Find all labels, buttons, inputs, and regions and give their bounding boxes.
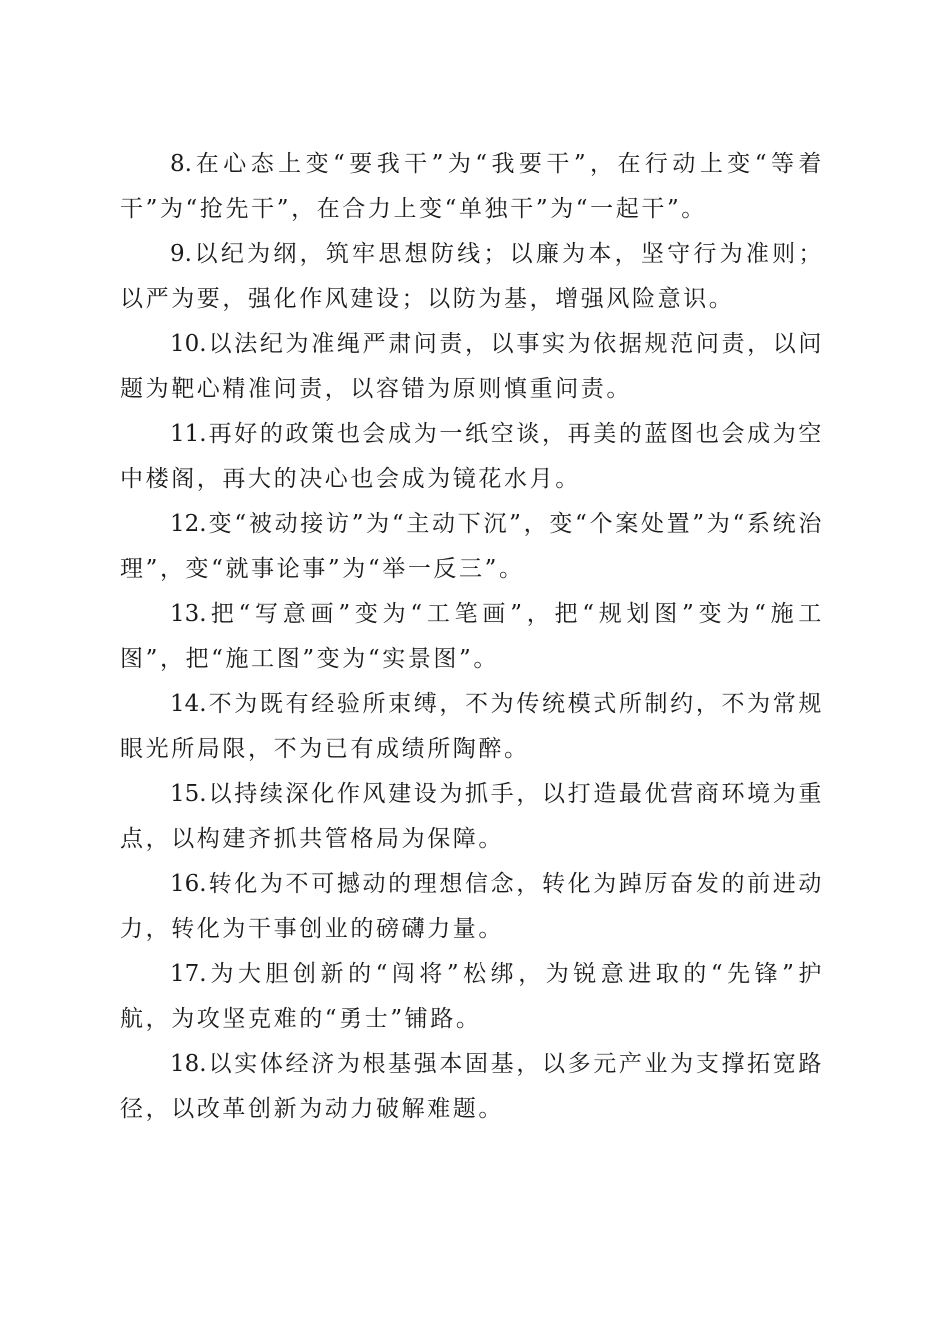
- item-text: 以实体经济为根基强本固基，以多元产业为支撑拓宽路径，以改革创新为动力破解难题。: [120, 1051, 824, 1122]
- list-item: [120, 952, 824, 1042]
- list-item: [120, 592, 824, 682]
- document-page: [120, 142, 824, 1132]
- item-number: 12.: [170, 511, 207, 537]
- item-text: 把“写意画”变为“工笔画”，把“规划图”变为“施工图”，把“施工图”变为“实景图”。: [120, 601, 824, 672]
- list-item: [120, 772, 824, 862]
- item-text: 以持续深化作风建设为抓手，以打造最优营商环境为重点，以构建齐抓共管格局为保障。: [120, 781, 824, 852]
- item-text: 变“被动接访”为“主动下沉”，变“个案处置”为“系统治理”，变“就事论事”为“举一反三”。: [120, 511, 824, 582]
- list-item: [120, 142, 824, 232]
- list-item: [120, 412, 824, 502]
- item-number: 18.: [170, 1051, 207, 1077]
- list-item: [120, 862, 824, 952]
- list-item: [120, 322, 824, 412]
- list-item: [120, 502, 824, 592]
- item-number: 10.: [170, 331, 207, 357]
- item-number: 13.: [170, 601, 207, 627]
- item-number: 14.: [170, 691, 207, 717]
- item-number: 9.: [170, 241, 192, 267]
- item-number: 17.: [170, 961, 207, 987]
- item-text: 不为既有经验所束缚，不为传统模式所制约，不为常规眼光所局限，不为已有成绩所陶醉。: [120, 691, 824, 762]
- item-text: 再好的政策也会成为一纸空谈，再美的蓝图也会成为空中楼阁，再大的决心也会成为镜花水月。: [120, 421, 824, 492]
- item-text: 以纪为纲，筑牢思想防线；以廉为本，坚守行为准则；以严为要，强化作风建设；以防为基，增强风险意识。: [120, 241, 824, 312]
- item-number: 16.: [170, 871, 207, 897]
- item-text: 以法纪为准绳严肃问责，以事实为依据规范问责，以问题为靶心精准问责，以容错为原则慎重问责。: [120, 331, 824, 402]
- item-text: 在心态上变“要我干”为“我要干”，在行动上变“等着干”为“抢先干”，在合力上变“单独干”为“一起干”。: [120, 151, 824, 222]
- list-item: [120, 1042, 824, 1132]
- item-text: 为大胆创新的“闯将”松绑，为锐意进取的“先锋”护航，为攻坚克难的“勇士”铺路。: [120, 961, 824, 1032]
- item-number: 15.: [170, 781, 207, 807]
- item-text: 转化为不可撼动的理想信念，转化为踔厉奋发的前进动力，转化为干事创业的磅礴力量。: [120, 871, 824, 942]
- list-item: [120, 682, 824, 772]
- item-number: 8.: [170, 151, 192, 177]
- list-item: [120, 232, 824, 322]
- item-number: 11.: [170, 421, 207, 447]
